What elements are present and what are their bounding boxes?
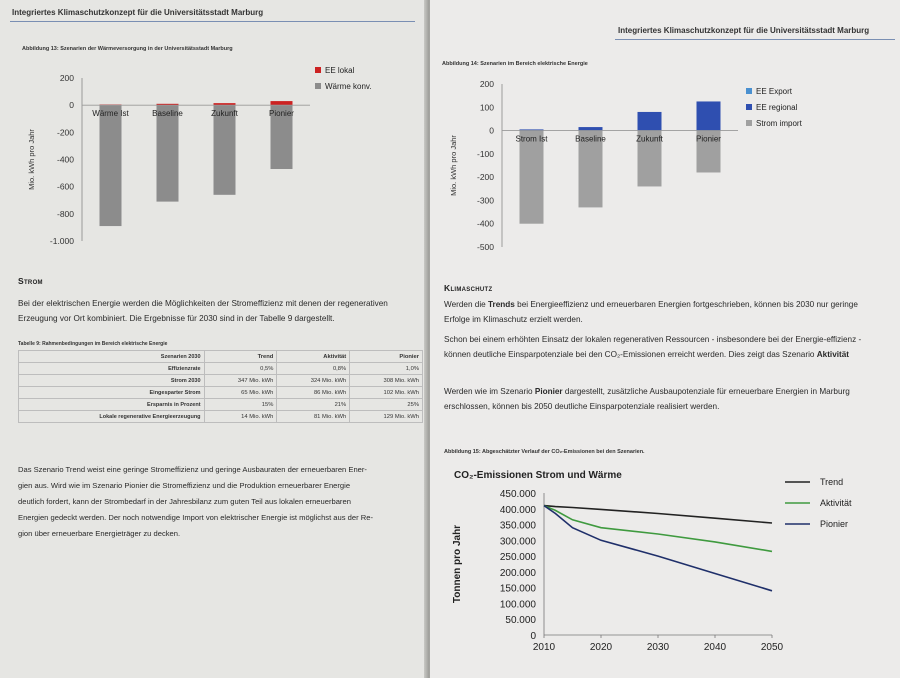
y-tick-label: -800 (56, 208, 74, 219)
table-cell: 14 Mio. kWh (204, 411, 277, 423)
paragraph-line: gien aus. Wird wie im Szenario Pionier die Stromeffizienz und die Produktion erneuerbarer Energie (18, 481, 351, 490)
trend-paragraph (18, 462, 418, 542)
figure14-chart (440, 72, 880, 262)
chart-title: CO₂-Emissionen Strom und Wärme (454, 470, 622, 481)
x-tick-label: 2020 (589, 642, 613, 653)
y-tick-label: 200 (59, 73, 74, 83)
bar (214, 105, 236, 195)
table-row (19, 375, 423, 387)
y-tick-label: 50.000 (505, 615, 536, 627)
text-span: Werden die (444, 300, 488, 309)
x-tick-label: 2030 (646, 642, 670, 653)
y-tick-label: 200.000 (499, 567, 536, 579)
bar (157, 105, 179, 201)
y-tick-label: -200 (476, 172, 494, 183)
legend-swatch (315, 83, 321, 89)
left-page-header: Integriertes Klimaschutzkonzept für die Universitätsstadt Marburg (12, 8, 264, 17)
legend-swatch (746, 104, 752, 110)
right-header-rule (615, 39, 895, 40)
bold-pionier: Pionier (534, 387, 563, 396)
table-cell: 1,0% (350, 363, 423, 375)
y-tick-label: 450.000 (499, 489, 536, 500)
bar (100, 105, 122, 226)
table9 (18, 350, 423, 423)
y-tick-label: 150.000 (499, 583, 536, 595)
legend-label: Aktivität (820, 498, 852, 508)
table-cell: Ersparnis in Prozent (19, 399, 205, 411)
table-cell: 25% (350, 399, 423, 411)
paragraph-line: gion über erneuerbare Energieträger zu decken. (18, 529, 181, 538)
y-tick-label: 250.000 (499, 552, 536, 564)
table-cell: 129 Mio. kWh (350, 411, 423, 423)
table-header-cell: Aktivität (277, 351, 350, 363)
x-category-label: Baseline (152, 109, 183, 119)
table-cell: 81 Mio. kWh (277, 411, 350, 423)
table9-caption: Tabelle 9: Rahmenbedingungen im Bereich elektrische Energie (18, 341, 168, 347)
x-category-label: Pionier (269, 109, 294, 119)
x-category-label: Zukunft (211, 109, 238, 119)
x-category-label: Zukunft (636, 134, 663, 144)
y-tick-label: 400.000 (499, 504, 536, 516)
paragraph-line: deutlich fordert, kann der Strombedarf in der Jahresbilanz zum guten Teil aus lokalen erneuerbaren (18, 497, 351, 506)
y-tick-label: 0 (530, 631, 536, 642)
klimaschutz-paragraph-3 (444, 384, 884, 414)
table-cell: 347 Mio. kWh (204, 375, 277, 387)
bar (271, 101, 293, 105)
bar (638, 112, 662, 131)
y-tick-label: -400 (476, 218, 494, 229)
series-line (544, 506, 772, 591)
bar (579, 127, 603, 130)
x-category-label: Strom Ist (515, 134, 548, 144)
table-row (19, 399, 423, 411)
table-cell: 65 Mio. kWh (204, 387, 277, 399)
y-tick-label: -500 (476, 242, 494, 252)
legend-swatch (746, 120, 752, 126)
figure13-caption: Abbildung 13: Szenarien der Wärmeversorgung in der Universitätsstadt Marburg (22, 46, 233, 52)
table-cell: Effizienzrate (19, 363, 205, 375)
klimaschutz-heading: Klimaschutz (444, 283, 493, 293)
table-cell: 15% (204, 399, 277, 411)
strom-paragraph: Bei der elektrischen Energie werden die Möglichkeiten der Stromeffizienz mit denen der regenerativen Erzeugung vor Ort kombiniert. Die Ergebnisse für 2030 sind in der Tabelle 9 dargestellt. (18, 299, 388, 323)
x-tick-label: 2040 (703, 642, 727, 653)
legend-swatch (315, 67, 321, 73)
table-header-cell: Pionier (350, 351, 423, 363)
table-cell: Lokale regenerative Energieerzeugung (19, 411, 205, 423)
table-cell: Eingesparter Strom (19, 387, 205, 399)
figure15-caption: Abbildung 15: Abgeschätzter Verlauf der CO₂-Emissionen bei den Szenarien. (444, 449, 645, 455)
right-page (430, 0, 900, 678)
text-span: dargestellt, zusätzliche Ausbaupotenziale für erneuerbare Energien in Marburg erschlossen, können bis 2050 deutliche Einsparpotenziale realisiert werden. (444, 387, 850, 411)
y-tick-label: -600 (56, 181, 74, 192)
paragraph-line: Das Szenario Trend weist eine geringe Stromeffizienz und geringe Ausbauraten der erneuerbaren Ener- (18, 465, 367, 474)
legend-label: Strom import (756, 119, 802, 128)
y-tick-label: -100 (476, 148, 494, 159)
table-cell: 0,8% (277, 363, 350, 375)
table-row (19, 411, 423, 423)
legend-label: EE lokal (325, 66, 355, 75)
series-line (544, 506, 772, 523)
y-tick-label: 200 (479, 79, 494, 89)
y-tick-label: 0 (489, 125, 494, 136)
klimaschutz-paragraph-1 (444, 297, 884, 327)
table-cell: 324 Mio. kWh (277, 375, 350, 387)
y-tick-label: -1.000 (49, 236, 74, 246)
x-category-label: Baseline (575, 134, 606, 144)
figure13-chart (10, 56, 410, 256)
y-tick-label: 350.000 (499, 520, 536, 532)
y-tick-label: 300.000 (499, 536, 536, 548)
legend-label: Wärme konv. (325, 82, 372, 91)
x-category-label: Pionier (696, 134, 721, 144)
figure14-caption: Abbildung 14: Szenarien im Bereich elektrische Energie (442, 61, 588, 67)
table-header-cell: Trend (204, 351, 277, 363)
right-page-header: Integriertes Klimaschutzkonzept für die Universitätsstadt Marburg (618, 26, 870, 35)
strom-heading: Strom (18, 276, 43, 286)
table-cell: Strom 2030 (19, 375, 205, 387)
table-cell: 86 Mio. kWh (277, 387, 350, 399)
bold-trends: Trends (488, 300, 515, 309)
bar (697, 101, 721, 130)
text-span: bei Energieeffizienz und erneuerbaren Energien fortgeschrieben, können bis 2030 nur geringe Erfolge im Klimaschutz erzielt werden. (444, 300, 858, 324)
table-header-row (19, 351, 423, 363)
legend-label: Trend (820, 477, 844, 487)
table-header-cell: Szenarien 2030 (19, 351, 205, 363)
text-span: Werden wie im Szenario (444, 387, 535, 396)
table-cell: 308 Mio. kWh (350, 375, 423, 387)
table-row (19, 387, 423, 399)
y-tick-label: -400 (56, 154, 74, 165)
y-axis-label: Mio. kWh pro Jahr (449, 135, 458, 196)
x-tick-label: 2050 (760, 642, 784, 653)
paragraph-line: Energien gedeckt werden. Der noch notwendige Import von elektrischer Energie ist möglichst aus der Re- (18, 513, 373, 522)
y-axis-label: Mio. kWh pro Jahr (27, 129, 36, 190)
legend-swatch (746, 88, 752, 94)
x-tick-label: 2010 (532, 642, 556, 653)
y-tick-label: 100.000 (499, 599, 536, 611)
table-cell: 21% (277, 399, 350, 411)
y-tick-label: 100 (479, 102, 494, 113)
legend-label: EE Export (756, 87, 793, 96)
klimaschutz-paragraph-2 (444, 332, 884, 362)
series-line (544, 506, 772, 552)
left-header-rule (10, 21, 415, 22)
y-tick-label: -200 (56, 127, 74, 138)
left-page (0, 0, 428, 678)
y-tick-label: 0 (69, 100, 74, 111)
figure15-chart (440, 462, 890, 676)
bold-aktivitaet: Aktivität (816, 350, 850, 359)
bar (520, 131, 544, 224)
y-axis-label: Tonnen pro Jahr (452, 524, 463, 604)
x-category-label: Wärme Ist (92, 109, 129, 119)
text-span: Schon bei einem erhöhten Einsatz der lokalen regenerativen Ressourcen - insbesondere bei der Energie-effizienz - können deutliche Einsparpotenziale bei den CO₂-Emissionen erreicht werden. Dies zeigt das Szenario (444, 335, 862, 359)
legend-label: Pionier (820, 519, 849, 529)
table-cell: 0,5% (204, 363, 277, 375)
table-cell: 102 Mio. kWh (350, 387, 423, 399)
table-row (19, 363, 423, 375)
y-tick-label: -300 (476, 195, 494, 206)
legend-label: EE regional (756, 103, 798, 112)
